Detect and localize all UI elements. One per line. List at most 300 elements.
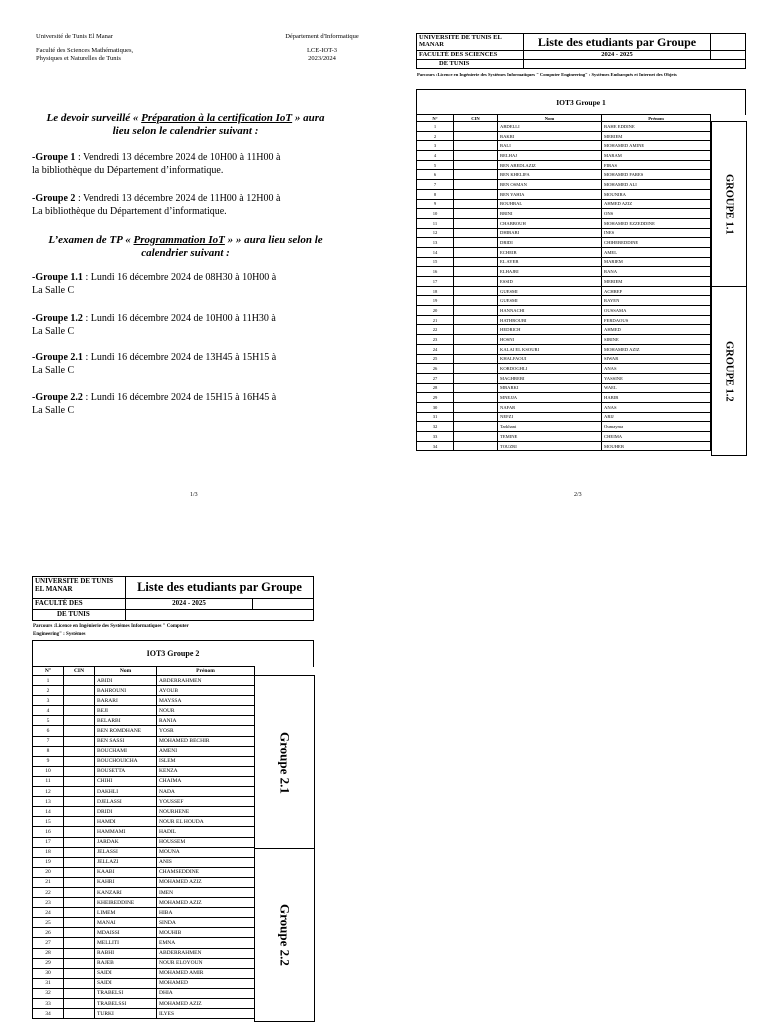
row-number: 2 <box>33 686 64 696</box>
page2-group-a-label <box>711 121 747 288</box>
row-number: 30 <box>33 968 64 978</box>
table-row <box>33 766 255 776</box>
row-nom: DRIDI <box>498 238 602 248</box>
row-cin <box>64 928 95 938</box>
row-prenom: OUSSAMA <box>602 306 711 316</box>
row-number: 32 <box>33 988 64 998</box>
row-nom: BARARI <box>95 696 157 706</box>
row-cin <box>454 315 498 325</box>
tp-group-2-2 <box>32 392 352 417</box>
row-cin <box>454 180 498 190</box>
page3-col-num: N° <box>33 667 64 676</box>
row-cin <box>64 766 95 776</box>
row-cin <box>454 218 498 228</box>
row-prenom: MOHAMED AMINE <box>602 141 711 151</box>
table-row <box>33 958 255 968</box>
row-number: 29 <box>417 393 454 403</box>
page2-group-b-label <box>711 286 747 456</box>
table-row <box>33 837 255 847</box>
tp-heading-subject: Programmation IoT <box>133 234 225 246</box>
page3-student-table <box>32 666 255 1019</box>
row-number: 20 <box>33 867 64 877</box>
row-cin <box>64 847 95 857</box>
row-cin <box>454 306 498 316</box>
tp-group-2-2-label: -Groupe 2.2 <box>32 392 83 403</box>
ds-group-1-label: -Groupe 1 <box>32 152 76 163</box>
page2-group-title: IOT3 Groupe 1 <box>416 89 746 115</box>
row-prenom: NADA <box>157 787 255 797</box>
row-cin <box>454 432 498 442</box>
row-nom: KORDOGHLI <box>498 364 602 374</box>
row-nom: DAKHLI <box>95 787 157 797</box>
ds-group-1-text: : Vendredi 13 décembre 2024 de 10H00 à 11H00 à <box>75 152 281 163</box>
page2-university: UNIVERSITE DE TUNIS EL MANAR <box>417 34 524 51</box>
left-header-line-3: Physiques et Naturelles de Tunis <box>36 55 121 62</box>
row-nom: LIMEM <box>95 908 157 918</box>
page2-group-a-text: GROUPE 1.1 <box>723 174 735 235</box>
tp-group-1-2-text: : Lundi 16 décembre 2024 de 10H00 à 11H30 à <box>82 313 276 324</box>
row-number: 25 <box>417 354 454 364</box>
row-nom: Tarkhani <box>498 422 602 432</box>
page2-student-table-wrap <box>416 114 711 451</box>
row-prenom: YOUSSEF <box>157 797 255 807</box>
row-cin <box>64 887 95 897</box>
page3-col-cin: CIN <box>64 667 95 676</box>
table-row <box>417 122 711 132</box>
tp-group-1-2-label: -Groupe 1.2 <box>32 313 83 324</box>
row-nom: SAIDI <box>95 968 157 978</box>
table-row <box>417 218 711 228</box>
row-prenom: MOHAMED FARES <box>602 170 711 180</box>
table-row <box>417 383 711 393</box>
row-cin <box>64 948 95 958</box>
row-prenom: ACHREF <box>602 286 711 296</box>
row-prenom: HABIB <box>602 393 711 403</box>
row-prenom: ARIJ <box>602 412 711 422</box>
row-number: 27 <box>417 373 454 383</box>
table-row <box>33 716 255 726</box>
table-row <box>417 247 711 257</box>
table-row <box>33 978 255 988</box>
row-prenom: MERIEM <box>602 131 711 141</box>
page2-header-blank <box>711 34 746 51</box>
table-row <box>33 807 255 817</box>
page2-year: 2024 - 2025 <box>524 51 711 60</box>
page3-title: Liste des etudiants par Groupe <box>126 577 314 599</box>
row-prenom: ABDERRAHMEN <box>157 676 255 686</box>
row-prenom: NOUR EL HOUDA <box>157 817 255 827</box>
row-cin <box>454 441 498 451</box>
row-prenom: AYOUB <box>157 686 255 696</box>
row-cin <box>64 877 95 887</box>
table-row <box>417 189 711 199</box>
table-row <box>33 736 255 746</box>
row-prenom: CHIHEBEDDINE <box>602 238 711 248</box>
table-row <box>417 412 711 422</box>
row-prenom: HOUSSEM <box>157 837 255 847</box>
row-number: 24 <box>417 344 454 354</box>
row-cin <box>64 1009 95 1019</box>
row-cin <box>454 131 498 141</box>
row-cin <box>454 277 498 287</box>
row-prenom: MOHAMED ALI <box>602 180 711 190</box>
row-prenom: ISLEM <box>157 756 255 766</box>
row-prenom: NOUR <box>157 706 255 716</box>
tp-heading-post: » » aura lieu selon le <box>224 234 323 246</box>
row-nom: HAMDI <box>95 817 157 827</box>
tp-heading-line-2: calendrier suivant : <box>141 247 230 259</box>
row-nom: BEN ABEDLAZIZ <box>498 160 602 170</box>
row-prenom: YASSINE <box>602 373 711 383</box>
row-cin <box>454 238 498 248</box>
row-cin <box>454 402 498 412</box>
row-number: 1 <box>417 122 454 132</box>
row-prenom: MOHAMED AZIZ <box>157 999 255 1009</box>
row-prenom: EMNA <box>157 938 255 948</box>
row-number: 26 <box>33 928 64 938</box>
ds-heading-line-2: lieu selon le calendrier suivant : <box>112 125 259 137</box>
row-prenom: FERDAOUS <box>602 315 711 325</box>
table-row <box>33 756 255 766</box>
left-header-line-2: Faculté des Sciences Mathématiques, <box>36 46 134 54</box>
row-number: 9 <box>417 199 454 209</box>
row-prenom: YOSR <box>157 726 255 736</box>
row-cin <box>64 686 95 696</box>
row-number: 11 <box>33 776 64 786</box>
row-nom: MANAI <box>95 918 157 928</box>
row-prenom: DHIA <box>157 988 255 998</box>
row-cin <box>64 898 95 908</box>
row-nom: HAMMAMI <box>95 827 157 837</box>
page3-university: UNIVERSITE DE TUNIS EL MANAR <box>33 577 126 599</box>
row-cin <box>454 247 498 257</box>
row-number: 12 <box>33 787 64 797</box>
row-nom: TRABELSI <box>95 988 157 998</box>
row-cin <box>64 908 95 918</box>
ds-heading-subject: Préparation à la certification IoT <box>141 112 293 124</box>
row-prenom: MOHAMED BECHIR <box>157 736 255 746</box>
row-nom: ELHAJRI <box>498 267 602 277</box>
row-number: 24 <box>33 908 64 918</box>
table-row <box>417 141 711 151</box>
right-header <box>262 33 382 64</box>
row-cin <box>64 958 95 968</box>
row-cin <box>454 344 498 354</box>
tp-heading-pre: L’examen de TP « <box>48 234 134 246</box>
row-nom: ABDELLI <box>498 122 602 132</box>
row-nom: ECHEIB <box>498 247 602 257</box>
row-number: 4 <box>417 151 454 161</box>
row-prenom: MOHAMED EZZEDDINE <box>602 218 711 228</box>
tp-group-1-2 <box>32 313 352 338</box>
row-nom: JELASSI <box>95 847 157 857</box>
table-row <box>417 131 711 141</box>
page2-col-prenom: Prénom <box>602 115 711 122</box>
tp-group-2-1-room: La Salle C <box>32 364 75 376</box>
row-nom: TRABELSSI <box>95 999 157 1009</box>
ds-heading-post: » aura <box>292 112 325 124</box>
row-nom: GUESMI <box>498 286 602 296</box>
row-cin <box>64 736 95 746</box>
ds-group-2 <box>32 193 352 218</box>
row-cin <box>454 189 498 199</box>
page3-row3-blank <box>126 610 314 621</box>
row-prenom: BAHE EDDINE <box>602 122 711 132</box>
row-prenom: MOHAMED AMIR <box>157 968 255 978</box>
page3-group-a-label <box>254 675 315 850</box>
table-row <box>417 402 711 412</box>
row-number: 15 <box>417 257 454 267</box>
row-cin <box>454 141 498 151</box>
row-number: 28 <box>33 948 64 958</box>
page2-col-num: N° <box>417 115 454 122</box>
table-row <box>417 441 711 451</box>
row-number: 3 <box>33 696 64 706</box>
row-number: 19 <box>417 296 454 306</box>
row-prenom: AMENI <box>157 746 255 756</box>
row-cin <box>64 716 95 726</box>
row-prenom: CHAMSEDDINE <box>157 867 255 877</box>
row-number: 15 <box>33 817 64 827</box>
row-nom: RAJEB <box>95 958 157 968</box>
row-nom: BEN SASSI <box>95 736 157 746</box>
row-prenom: WAEL <box>602 383 711 393</box>
row-nom: NEFZI <box>498 412 602 422</box>
table-row <box>417 315 711 325</box>
row-number: 6 <box>417 170 454 180</box>
row-nom: JELLAZI <box>95 857 157 867</box>
row-cin <box>454 422 498 432</box>
table-row <box>33 1009 255 1019</box>
page3-group-b-text: Groupe 2.2 <box>277 904 293 966</box>
row-cin <box>64 968 95 978</box>
page2-student-rows <box>417 122 711 451</box>
row-prenom: FIRAS <box>602 160 711 170</box>
row-cin <box>454 122 498 132</box>
ds-group-1 <box>32 152 352 177</box>
row-cin <box>454 228 498 238</box>
ds-heading <box>28 112 343 138</box>
row-nom: TOUZRI <box>498 441 602 451</box>
table-row <box>33 847 255 857</box>
row-cin <box>64 867 95 877</box>
row-number: 14 <box>417 247 454 257</box>
tp-group-1-1-text: : Lundi 16 décembre 2024 de 08H30 à 10H00 à <box>82 272 277 283</box>
row-cin <box>64 676 95 686</box>
row-number: 27 <box>33 938 64 948</box>
row-prenom: INES <box>602 228 711 238</box>
row-nom: RABHI <box>95 948 157 958</box>
table-row <box>33 938 255 948</box>
row-prenom: HADIL <box>157 827 255 837</box>
row-prenom: CHAIMA <box>157 776 255 786</box>
page2-student-table <box>416 114 711 451</box>
row-prenom: ANAS <box>602 364 711 374</box>
row-cin <box>454 412 498 422</box>
row-prenom: SIWAR <box>602 354 711 364</box>
ds-group-2-label: -Groupe 2 <box>32 193 76 204</box>
row-number: 31 <box>417 412 454 422</box>
ds-group-2-place: La bibliothèque du Département d’informatique. <box>32 205 227 217</box>
row-nom: GUESMI <box>498 296 602 306</box>
page3-col-prenom: Prénom <box>157 667 255 676</box>
table-row <box>417 286 711 296</box>
table-row <box>33 908 255 918</box>
table-row <box>33 968 255 978</box>
table-row <box>33 988 255 998</box>
table-row <box>33 867 255 877</box>
table-row <box>33 696 255 706</box>
left-header-line-1: Université de Tunis El Manar <box>36 33 113 40</box>
table-row <box>33 877 255 887</box>
row-number: 13 <box>33 797 64 807</box>
row-cin <box>64 756 95 766</box>
row-number: 32 <box>417 422 454 432</box>
page2-detunis: DE TUNIS <box>417 60 524 69</box>
row-prenom: HIBA <box>157 908 255 918</box>
page3-header-table <box>32 576 314 621</box>
tp-group-1-2-room: La Salle C <box>32 325 75 337</box>
row-cin <box>64 827 95 837</box>
row-cin <box>454 199 498 209</box>
row-number: 14 <box>33 807 64 817</box>
row-number: 4 <box>33 706 64 716</box>
row-number: 5 <box>417 160 454 170</box>
row-number: 29 <box>33 958 64 968</box>
tp-group-1-1-room: La Salle C <box>32 284 75 296</box>
page2-row3-blank <box>524 60 746 69</box>
page2-year-blank <box>711 51 746 60</box>
row-number: 6 <box>33 726 64 736</box>
row-cin <box>454 267 498 277</box>
table-row <box>417 180 711 190</box>
row-number: 2 <box>417 131 454 141</box>
row-nom: ESSID <box>498 277 602 287</box>
row-number: 12 <box>417 228 454 238</box>
row-number: 33 <box>33 999 64 1009</box>
table-row <box>417 199 711 209</box>
page3-group-a-text: Groupe 2.1 <box>277 731 293 794</box>
row-prenom: MOUNA <box>157 847 255 857</box>
row-nom: KHEIREDDINE <box>95 898 157 908</box>
table-row <box>417 170 711 180</box>
page3-parcours: Parcours :Licence en Ingénierie des Systèmes Informatiques " Computer Engineering" : Systèmes <box>33 624 189 637</box>
row-prenom: ONS <box>602 209 711 219</box>
row-number: 1 <box>33 676 64 686</box>
row-nom: KHALFAOUI <box>498 354 602 364</box>
row-number: 25 <box>33 918 64 928</box>
row-prenom: Oumayma <box>602 422 711 432</box>
row-cin <box>64 787 95 797</box>
table-row <box>417 432 711 442</box>
row-cin <box>64 746 95 756</box>
row-prenom: AHMED AZIZ <box>602 199 711 209</box>
table-row <box>33 887 255 897</box>
row-prenom: ILYES <box>157 1009 255 1019</box>
row-nom: EL AYEB <box>498 257 602 267</box>
ds-group-1-place: la bibliothèque du Département d’informatique. <box>32 164 224 176</box>
table-row <box>33 948 255 958</box>
tp-group-2-2-room: La Salle C <box>32 404 75 416</box>
row-number: 31 <box>33 978 64 988</box>
row-nom: BALI <box>498 141 602 151</box>
row-nom: BOUCHAMI <box>95 746 157 756</box>
tp-group-2-1 <box>32 352 352 377</box>
row-nom: MDAISSI <box>95 928 157 938</box>
row-prenom: MOHAMED AZIZ <box>602 344 711 354</box>
row-cin <box>64 726 95 736</box>
table-row <box>417 344 711 354</box>
page3-group-b-label <box>254 848 315 1022</box>
row-nom: BEJI <box>95 706 157 716</box>
tp-group-2-1-text: : Lundi 16 décembre 2024 de 13H45 à 15H15 à <box>82 352 277 363</box>
row-prenom: MARAM <box>602 151 711 161</box>
row-prenom: MOHAMED <box>157 978 255 988</box>
row-prenom: RAYEN <box>602 296 711 306</box>
row-number: 10 <box>417 209 454 219</box>
row-nom: DRIDI <box>95 807 157 817</box>
row-prenom: MOUHIB <box>157 928 255 938</box>
row-number: 13 <box>417 238 454 248</box>
table-row <box>33 928 255 938</box>
page-number-1: 1/3 <box>190 492 198 498</box>
table-row <box>33 898 255 908</box>
row-number: 19 <box>33 857 64 867</box>
right-header-line-2: LCE-IOT-3 <box>306 46 338 54</box>
row-cin <box>454 383 498 393</box>
row-prenom: MOHAMED AZIZ <box>157 898 255 908</box>
row-cin <box>454 170 498 180</box>
table-row <box>417 335 711 345</box>
page2-parcours: Parcours :Licence en Ingénierie des Systèmes Informatiques " Computer Engineering" : Systèmes Embarqués et Internet des Objets <box>417 72 677 77</box>
row-number: 10 <box>33 766 64 776</box>
row-prenom: RANA <box>602 267 711 277</box>
row-nom: BEN ROMDHANE <box>95 726 157 736</box>
row-number: 18 <box>417 286 454 296</box>
row-cin <box>454 373 498 383</box>
tp-group-1-1 <box>32 272 352 297</box>
row-number: 8 <box>33 746 64 756</box>
page3-col-nom: Nom <box>95 667 157 676</box>
row-number: 16 <box>33 827 64 837</box>
row-prenom: ANIS <box>157 857 255 867</box>
ds-heading-pre: Le devoir surveillé « <box>46 112 142 124</box>
row-prenom: KENZA <box>157 766 255 776</box>
row-nom: NAFAR <box>498 402 602 412</box>
ds-group-2-text: : Vendredi 13 décembre 2024 de 11H00 à 12H00 à <box>75 193 281 204</box>
table-row <box>33 817 255 827</box>
row-cin <box>64 837 95 847</box>
row-nom: MNEJJA <box>498 393 602 403</box>
row-cin <box>64 857 95 867</box>
table-row <box>417 296 711 306</box>
row-number: 17 <box>33 837 64 847</box>
left-header <box>36 33 236 64</box>
row-number: 16 <box>417 267 454 277</box>
row-nom: BELARBI <box>95 716 157 726</box>
table-row <box>33 999 255 1009</box>
tp-group-2-1-label: -Groupe 2.1 <box>32 352 83 363</box>
row-number: 20 <box>417 306 454 316</box>
row-cin <box>64 807 95 817</box>
row-cin <box>64 706 95 716</box>
row-number: 23 <box>417 335 454 345</box>
table-row <box>417 306 711 316</box>
row-cin <box>454 296 498 306</box>
row-prenom: MOUHEB <box>602 441 711 451</box>
table-row <box>33 676 255 686</box>
row-prenom: SIRINE <box>602 335 711 345</box>
